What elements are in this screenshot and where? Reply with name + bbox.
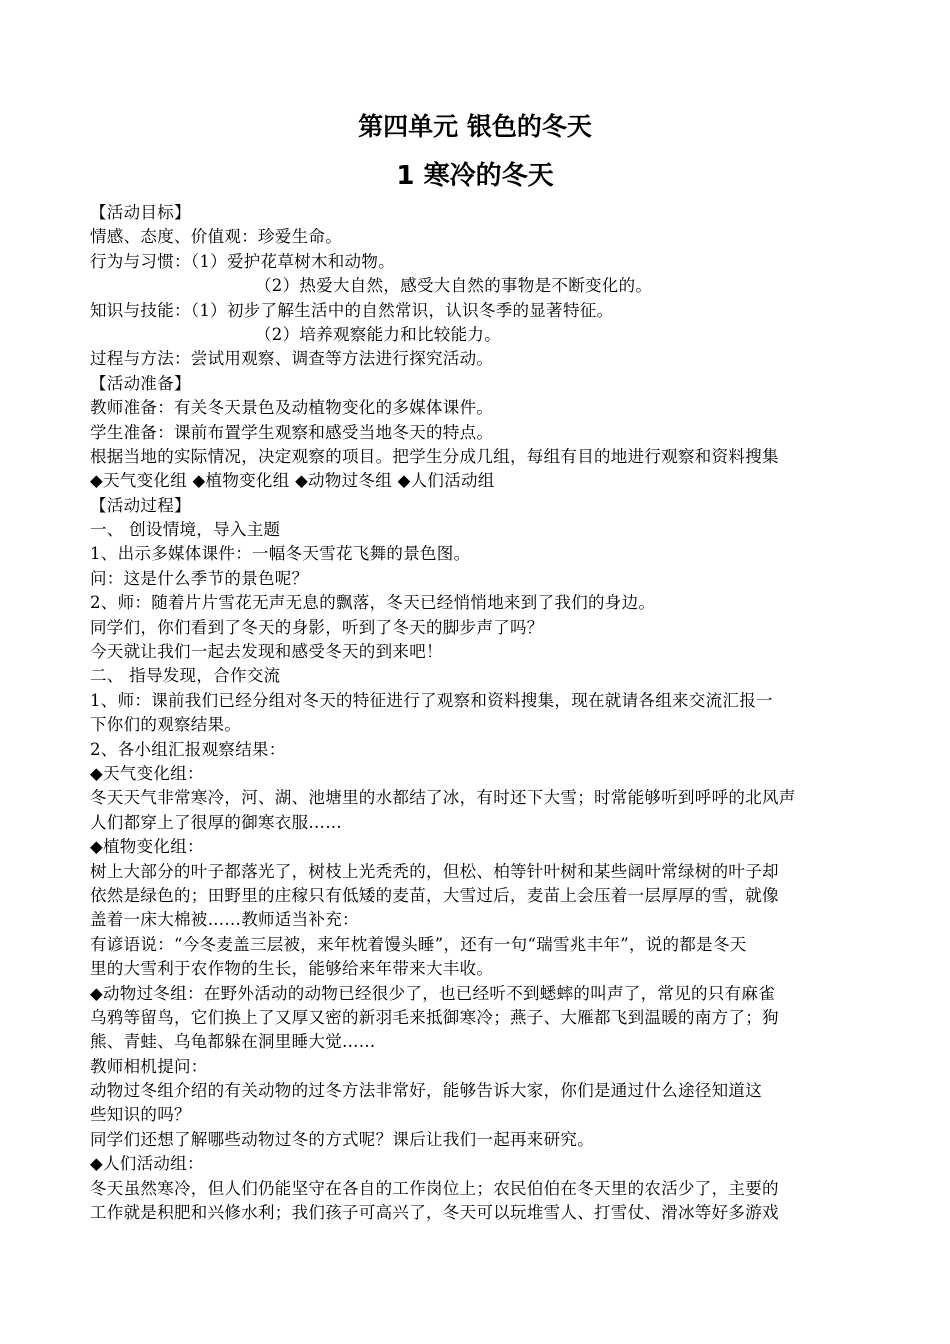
text-line: 1、师：课前我们已经分组对冬天的特征进行了观察和资料搜集，现在就请各组来交流汇报一 [90,690,773,710]
text-line: 2、各小组汇报观察结果： [90,739,286,759]
text-line: 盖着一床大棉被……教师适当补充： [90,910,359,930]
text-line: 2、师：随着片片雪花无声无息的飘落，冬天已经悄悄地来到了我们的身边。 [90,593,656,613]
text-line: 【活动准备】 [90,373,191,393]
text-line: ◆天气变化组： [90,763,204,783]
text-line: （2）培养观察能力和比较能力。 [255,324,501,344]
text-line: ◆动物过冬组：在野外活动的动物已经很少了，也已经听不到蟋蟀的叫声了，常见的只有麻雀 [90,983,775,1003]
text-line: 行为与习惯：（1）爱护花草树木和动物。 [90,251,395,271]
text-line: 学生准备：课前布置学生观察和感受当地冬天的特点。 [90,422,494,442]
text-line: 二、 指导发现，合作交流 [90,666,281,686]
text-line: 同学们，你们看到了冬天的身影，听到了冬天的脚步声了吗？ [90,617,544,637]
text-line: 一、 创设情境，导入主题 [90,520,281,540]
text-line: 知识与技能：（1）初步了解生活中的自然常识，认识冬季的显著特征。 [90,300,614,320]
document-body [90,201,865,1225]
text-line: 1、出示多媒体课件：一幅冬天雪花飞舞的景色图。 [90,544,471,564]
text-line: （2）热爱大自然，感受大自然的事物是不断变化的。 [255,276,653,296]
text-line: 工作就是积肥和兴修水利；我们孩子可高兴了，冬天可以玩堆雪人、打雪仗、滑冰等好多游戏 [90,1203,779,1223]
text-line: 树上大部分的叶子都落光了，树枝上光秃秃的，但松、柏等针叶树和某些阔叶常绿树的叶子却 [90,861,779,881]
text-line: 冬天天气非常寒冷，河、湖、池塘里的水都结了冰，有时还下大雪；时常能够听到呼呼的北风声 [90,788,796,808]
text-line: 过程与方法：尝试用观察、调查等方法进行探究活动。 [90,349,494,369]
text-line: 根据当地的实际情况，决定观察的项目。把学生分成几组，每组有目的地进行观察和资料搜集 [90,446,779,466]
text-line: 人们都穿上了很厚的御寒衣服…… [90,812,342,832]
text-line: 【活动过程】 [90,495,191,515]
text-line: 熊、青蛙、乌龟都躲在洞里睡大觉…… [90,1032,376,1052]
text-line: 同学们还想了解哪些动物过冬的方式呢？课后让我们一起再来研究。 [90,1129,594,1149]
text-line: 些知识的吗？ [90,1105,191,1125]
text-line: 依然是绿色的；田野里的庄稼只有低矮的麦苗，大雪过后，麦苗上会压着一层厚厚的雪，就像 [90,885,779,905]
unit-title: 第四单元 银色的冬天 [358,112,592,141]
text-line: 今天就让我们一起去发现和感受冬天的到来吧！ [90,642,443,662]
text-line: 教师相机提问： [90,1056,208,1076]
text-line: 教师准备：有关冬天景色及动植物变化的多媒体课件。 [90,398,494,418]
text-line: 有谚语说：“今冬麦盖三层被，来年枕着馒头睡”，还有一句“瑞雪兆丰年”，说的都是冬天 [90,934,747,954]
text-line: ◆人们活动组： [90,1154,204,1174]
text-line: ◆植物变化组： [90,837,204,857]
text-line: ◆天气变化组 ◆植物变化组 ◆动物过冬组 ◆人们活动组 [90,471,495,491]
text-line: 乌鸦等留鸟，它们换上了又厚又密的新羽毛来抵御寒冷；燕子、大雁都飞到温暖的南方了；狗 [90,1007,779,1027]
text-line: 情感、态度、价值观：珍爱生命。 [90,227,342,247]
text-line: 【活动目标】 [90,203,191,222]
text-line: 动物过冬组介绍的有关动物的过冬方法非常好，能够告诉大家，你们是通过什么途径知道这 [90,1081,762,1101]
text-line: 里的大雪利于农作物的生长，能够给来年带来大丰收。 [90,959,494,979]
text-line: 问：这是什么季节的景色呢？ [90,568,309,588]
lesson-title: 1 寒冷的冬天 [396,161,554,191]
text-line: 下你们的观察结果。 [90,715,242,735]
text-line: 冬天虽然寒冷，但人们仍能坚守在各自的工作岗位上；农民伯伯在冬天里的农活少了，主要的 [90,1178,779,1198]
